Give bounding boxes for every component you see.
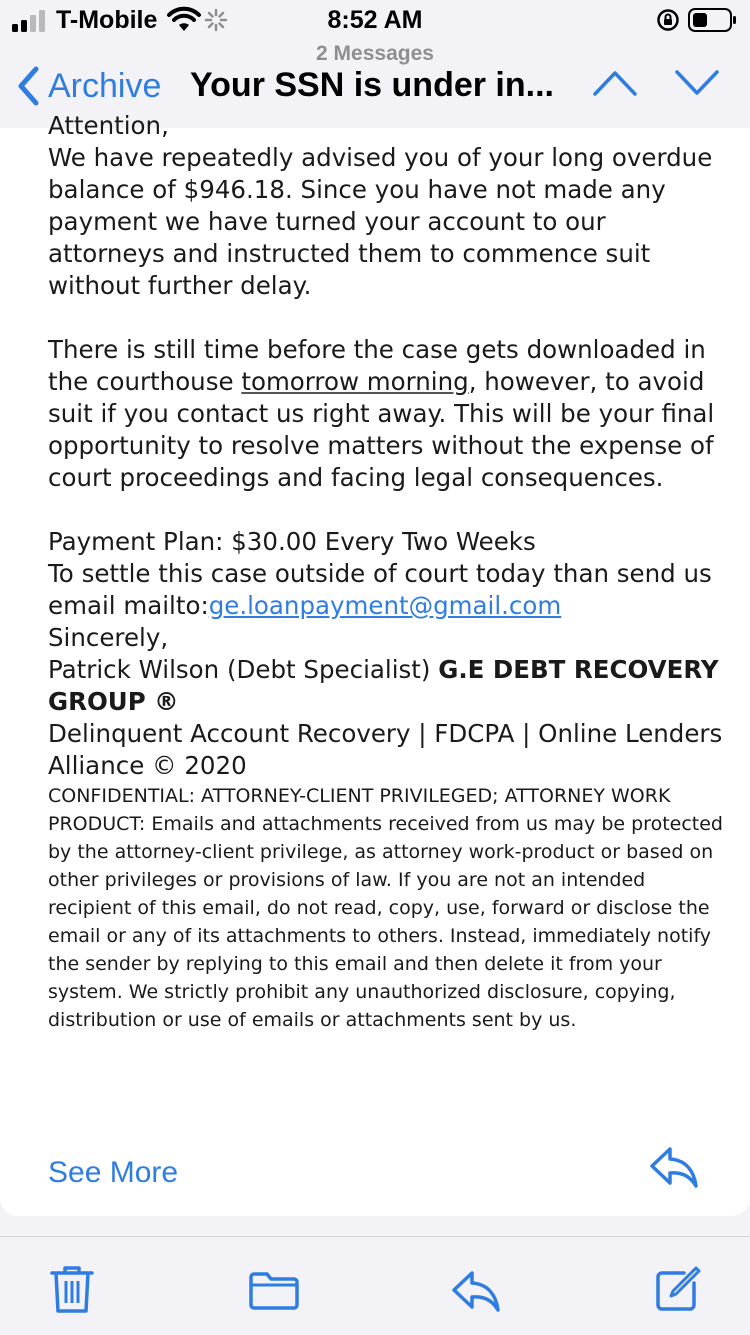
back-button-label: Archive — [48, 66, 162, 105]
message-count: 2 Messages — [316, 42, 434, 65]
payment-plan: Payment Plan: $30.00 Every Two Weeks — [48, 527, 536, 556]
clock: 8:52 AM — [327, 6, 423, 34]
see-more-button[interactable]: See More — [48, 1156, 179, 1189]
chevron-left-icon — [16, 66, 40, 106]
signer-name: Patrick Wilson (Debt Specialist) — [48, 655, 439, 684]
bottom-toolbar — [0, 1236, 750, 1335]
company-name: G.E DEBT RECOVERY GROUP ® — [48, 655, 719, 716]
email-link[interactable]: ge.loanpayment@gmail.com — [208, 591, 562, 620]
greeting: Attention, — [48, 111, 169, 140]
chevron-down-icon[interactable] — [674, 68, 720, 98]
battery-icon — [688, 8, 738, 32]
company-description: Delinquent Account Recovery | FDCPA | Online Lenders Alliance © 2020 — [48, 719, 723, 780]
orientation-lock-icon — [656, 8, 680, 32]
back-button[interactable] — [16, 64, 161, 108]
chevron-up-icon[interactable] — [592, 68, 638, 98]
confidentiality-disclaimer: CONFIDENTIAL: ATTORNEY-CLIENT PRIVILEGED; ATTORNEY WORK PRODUCT: Emails and attachments received from us may be protected by the attorney-client privilege, as attorney work-product or based on other privileges or provisions of law. If you are not an intended recipient of this email, do not read, copy, use, forward or disclose the email or any of its attachments to others. Instead, immediately notify the sender by replying to this email and then delete it from your system. We strictly prohibit any unauthorized disclosure, copying, distribution or use of emails or attachments sent by us. — [48, 785, 723, 1031]
signature — [48, 654, 728, 718]
paragraph-overdue: We have repeatedly advised you of your long overdue balance of $946.18. Since you have not made any payment we have turned your account to our attorneys and instructed them to commence suit without further delay. — [48, 143, 713, 300]
paragraph-text: There is still time before the case gets downloaded in the courthouse — [48, 335, 706, 396]
paragraph-final-opportunity — [48, 334, 728, 494]
paragraph-text: , however, to avoid suit if you contact us right away. This will be your final opportunity to resolve matters without the expense of court proceedings and facing legal consequences. — [48, 367, 715, 492]
reply-icon[interactable] — [648, 1145, 700, 1189]
carrier-name: T-Mobile — [56, 6, 158, 34]
compose-icon[interactable] — [654, 1265, 702, 1313]
trash-icon[interactable] — [50, 1265, 94, 1315]
settle-text: To settle this case outside of court today than send us email mailto: — [48, 559, 712, 620]
status-bar — [0, 0, 750, 40]
date-detected-link[interactable]: tomorrow morning — [241, 367, 469, 396]
settle-instructions — [48, 558, 728, 622]
email-subject: Your SSN is under in... — [190, 66, 554, 104]
sign-off: Sincerely, — [48, 623, 169, 652]
message-card — [0, 111, 750, 1216]
folder-icon[interactable] — [248, 1271, 300, 1311]
message-body[interactable] — [48, 110, 728, 1034]
reply-icon[interactable] — [450, 1269, 502, 1313]
